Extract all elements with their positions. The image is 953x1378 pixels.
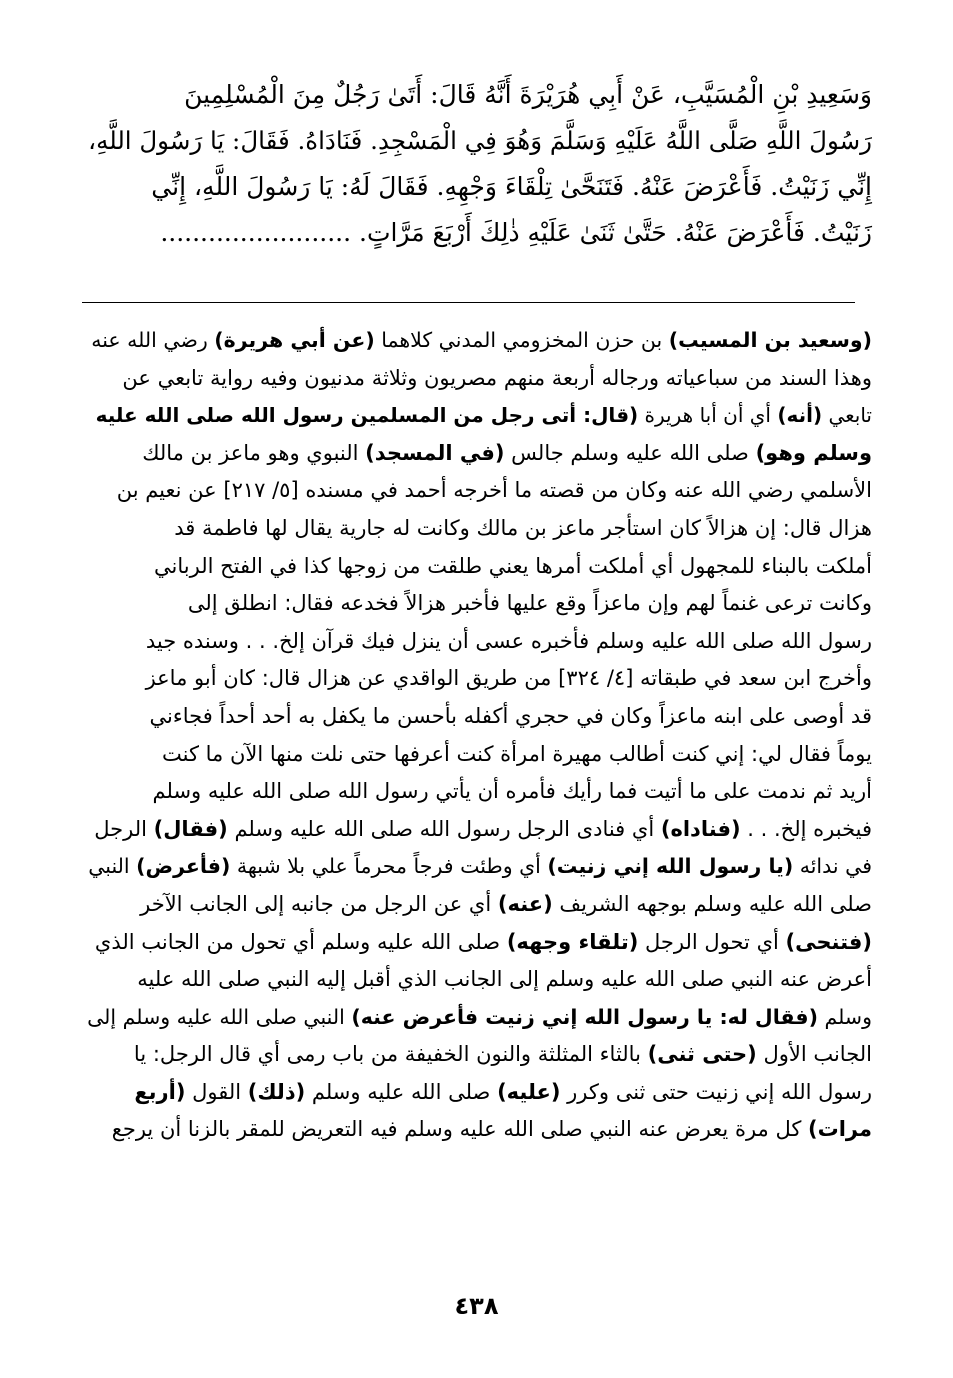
commentary-segment: يوماً فقال لي: إني كنت أطالب مهيرة امرأة كنت أعرفها حتى نلت منها الآن ما كنت bbox=[162, 741, 872, 766]
commentary-segment: رسول الله إني زنيت حتى ثنى وكرر bbox=[560, 1079, 872, 1104]
commentary-segment: رضي الله عنه bbox=[91, 328, 215, 352]
commentary-segment: رسول الله صلى الله عليه وسلم فأخبره عسى أن ينزل فيك قرآن إلخ. . . وسنده جيد bbox=[145, 628, 872, 653]
commentary-line bbox=[82, 510, 872, 548]
commentary-segment: وكانت ترعى غنماً لهم وإن ماعزاً وقع عليها فأخبر هزالاً فخدعه فقال: انطلق إلى bbox=[187, 591, 872, 616]
quoted-phrase: وسلم وهو) bbox=[755, 440, 872, 465]
hadith-text bbox=[82, 72, 872, 256]
commentary-segment: صلى الله عليه وسلم جالس bbox=[504, 440, 756, 465]
page-number: ٤٣٨ bbox=[454, 1292, 499, 1320]
commentary-segment: الأسلمي رضي الله عنه وكان من قصته ما أخرجه أحمد في مسنده [٥/ ٢١٧] عن نعيم بن bbox=[116, 478, 872, 503]
commentary-segment: قد أوصى على ابنه ماعزاً وكان في حجري أكفله بأحسن ما يكفل به أحد أحداً فجاءني bbox=[149, 703, 872, 728]
commentary-segment: أملكت بالبناء للمجهول أي أملكت أمرها يعني طلقت من زوجها كذا في الفتح الرباني bbox=[154, 553, 872, 578]
commentary-segment: أي أن أبا هريرة bbox=[638, 403, 778, 428]
commentary-segment: كل مرة يعرض عنه النبي صلى الله عليه وسلم فيه التعريض للمقر بالزنا أن يرجع bbox=[111, 1117, 809, 1142]
quoted-phrase: مرات) bbox=[808, 1117, 872, 1142]
commentary-segment: هزال قال: إن هزالاً كان استأجر ماعز بن مالك وكانت له جارية يقال لها فاطمة قد bbox=[174, 515, 872, 540]
commentary-segment: وهذا السند من سباعياته ورجاله أربعة منهم مصريون وثلاثة مدنيون وفيه رواية تابعي عن bbox=[122, 365, 872, 390]
commentary-segment: في ندائه bbox=[793, 854, 872, 879]
commentary-line bbox=[82, 435, 872, 473]
commentary-segment: بالثاء المثلثة والنون الخفيفة من باب رمى أي قال الرجل: يا bbox=[133, 1042, 648, 1067]
commentary-line bbox=[82, 585, 872, 623]
commentary-segment: الرجل bbox=[94, 816, 154, 841]
commentary-line bbox=[82, 961, 872, 999]
commentary-segment: أعرض عنه النبي صلى الله عليه وسلم إلى الجانب الذي أقبل إليه النبي صلى الله عليه bbox=[137, 967, 872, 992]
commentary-segment: أي فنادى الرجل رسول الله صلى الله عليه وسلم bbox=[227, 816, 661, 841]
commentary-text bbox=[82, 322, 872, 1149]
commentary-line bbox=[82, 1036, 872, 1074]
commentary-line bbox=[82, 322, 872, 360]
commentary-line bbox=[82, 1111, 872, 1149]
commentary-segment: النبي صلى الله عليه وسلم إلى bbox=[87, 1004, 352, 1029]
commentary-segment: صلى الله عليه وسلم بوجهه الشريف bbox=[552, 891, 872, 916]
commentary-line bbox=[82, 773, 872, 811]
quoted-phrase: (عن أبي هريرة) bbox=[214, 328, 375, 352]
commentary-line bbox=[82, 397, 872, 435]
commentary-line bbox=[82, 698, 872, 736]
quoted-phrase: (فقال له: يا رسول الله إني زنيت فأعرض عنه) bbox=[351, 1004, 818, 1029]
commentary-line bbox=[82, 848, 872, 886]
commentary-segment: أي تحول الرجل bbox=[638, 929, 786, 954]
commentary-segment: أريد ثم ندمت على ما أتيت فما رأيك فأمره أن يأتي رسول الله صلى الله عليه وسلم bbox=[152, 779, 872, 804]
commentary-segment: صلى الله عليه وسلم أي تحول من الجانب الذي bbox=[94, 929, 507, 954]
quoted-phrase: (فتنحى) bbox=[785, 929, 872, 954]
commentary-segment: فيخبره إلخ. . . bbox=[740, 816, 872, 841]
quoted-phrase: (فناداه) bbox=[660, 816, 741, 841]
commentary-segment: النبوي وهو ماعز بن مالك bbox=[142, 440, 366, 465]
commentary-line bbox=[82, 924, 872, 962]
commentary-line bbox=[82, 811, 872, 849]
commentary-line bbox=[82, 736, 872, 774]
commentary-line bbox=[82, 548, 872, 586]
commentary-segment: أي عن الرجل من جانبه إلى الجانب الآخر bbox=[140, 891, 498, 916]
quoted-phrase: (وسعيد بن المسيب) bbox=[668, 328, 872, 352]
quoted-phrase: (أنه) bbox=[777, 403, 823, 428]
commentary-line bbox=[82, 623, 872, 661]
commentary-segment: وسلم bbox=[817, 1004, 872, 1029]
commentary-segment: النبي bbox=[88, 854, 137, 879]
quoted-phrase: (يا رسول الله إني زنيت) bbox=[547, 854, 794, 879]
quoted-phrase: (عليه) bbox=[497, 1079, 561, 1104]
hadith-line: وَسَعِيدِ بْنِ الْمُسَيَّبِ، عَنْ أَبِي هُرَيْرَةَ أَنَّهُ قَالَ: أَتَىٰ رَجُلٌ مِنَ الْمُسْلِمِينَ bbox=[184, 80, 872, 109]
commentary-segment: تابعي bbox=[822, 403, 872, 428]
quoted-phrase: (فأعرض) bbox=[136, 854, 231, 879]
quoted-phrase: (أربع bbox=[134, 1079, 186, 1104]
hadith-line: زَنَيْتُ. فَأَعْرَضَ عَنْهُ. حَتَّىٰ ثَنَىٰ عَلَيْهِ ذٰلِكَ أَرْبَعَ مَرَّاتٍ. ........................ bbox=[160, 218, 872, 247]
hadith-line: إِنِّي زَنَيْتُ. فَأَعْرَضَ عَنْهُ. فَتَنَحَّىٰ تِلْقَاءَ وَجْهِهِ. فَقَالَ لَهُ: يَا رَسُولَ اللَّهِ، إِنِّي bbox=[151, 172, 872, 201]
commentary-line bbox=[82, 472, 872, 510]
commentary-segment: القول bbox=[185, 1079, 248, 1104]
commentary-line bbox=[82, 886, 872, 924]
commentary-segment: بن حزن المخزومي المدني كلاهما bbox=[374, 328, 669, 352]
commentary-line bbox=[82, 1074, 872, 1112]
commentary-segment: وأخرج ابن سعد في طبقاته [٤/ ٣٢٤] من طريق الواقدي عن هزال قال: كان أبو ماعز bbox=[145, 666, 872, 691]
quoted-phrase: (ذلك) bbox=[247, 1079, 306, 1104]
section-divider bbox=[82, 302, 855, 303]
quoted-phrase: (عنه) bbox=[497, 891, 553, 916]
quoted-phrase: (فقال) bbox=[153, 816, 228, 841]
quoted-phrase: (تلقاء وجهه) bbox=[506, 929, 639, 954]
hadith-line: رَسُولَ اللَّهِ صَلَّى اللَّهُ عَلَيْهِ وَسَلَّمَ وَهُوَ فِي الْمَسْجِدِ. فَنَادَاهُ. فَقَالَ: يَا رَسُولَ اللَّهِ، bbox=[88, 126, 872, 155]
quoted-phrase: (حتى ثنى) bbox=[647, 1042, 757, 1067]
commentary-segment: أي وطئت فرجاً محرماً علي بلا شبهة bbox=[230, 854, 548, 879]
commentary-line bbox=[82, 999, 872, 1037]
quoted-phrase: (في المسجد) bbox=[365, 440, 505, 465]
commentary-line bbox=[82, 660, 872, 698]
commentary-segment: الجانب الأول bbox=[756, 1042, 872, 1067]
commentary-line bbox=[82, 360, 872, 398]
commentary-segment: صلى الله عليه وسلم bbox=[305, 1079, 498, 1104]
quoted-phrase: (قال: أتى رجل من المسلمين رسول الله صلى الله عليه bbox=[95, 403, 639, 428]
